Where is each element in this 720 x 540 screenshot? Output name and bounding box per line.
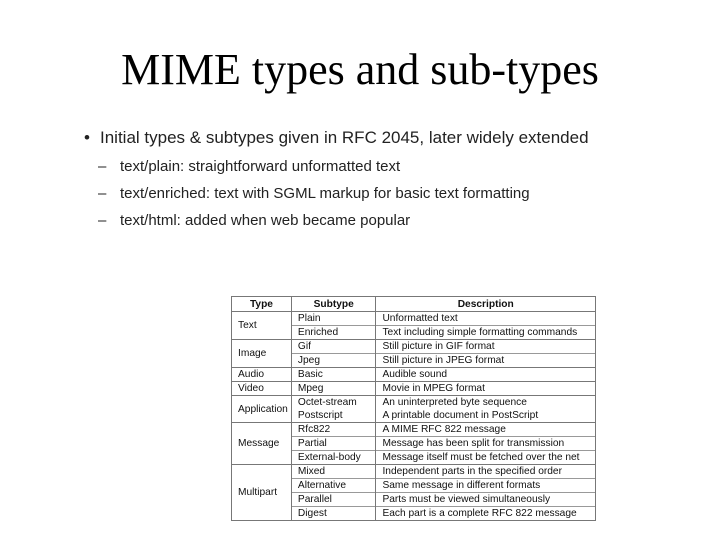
table-row bbox=[232, 312, 596, 326]
description-cell: Each part is a complete RFC 822 message bbox=[376, 507, 596, 521]
subtype-cell: Parallel bbox=[291, 493, 376, 507]
bullet-text: Initial types & subtypes given in RFC 2045, later widely extended bbox=[100, 128, 589, 147]
subbullet: – text/plain: straightforward unformatted text bbox=[98, 158, 401, 175]
subtype-cell: Partial bbox=[291, 437, 376, 451]
type-cell: Message bbox=[232, 423, 292, 465]
table-row bbox=[232, 368, 596, 382]
table-row bbox=[232, 382, 596, 396]
type-cell: Text bbox=[232, 312, 292, 340]
subtype-cell: Octet-stream bbox=[291, 396, 376, 410]
subtype-cell: External-body bbox=[291, 451, 376, 465]
type-cell: Multipart bbox=[232, 465, 292, 521]
subtype-cell: Mpeg bbox=[291, 382, 376, 396]
subtype-cell: Rfc822 bbox=[291, 423, 376, 437]
description-cell: Independent parts in the specified order bbox=[376, 465, 596, 479]
subtype-cell: Enriched bbox=[291, 326, 376, 340]
subtype-cell: Jpeg bbox=[291, 354, 376, 368]
type-cell: Image bbox=[232, 340, 292, 368]
subtype-cell: Digest bbox=[291, 507, 376, 521]
slide-title: MIME types and sub-types bbox=[121, 45, 599, 94]
subbullet: – text/html: added when web became popular bbox=[98, 212, 411, 229]
header-type: Type bbox=[232, 297, 292, 312]
description-cell: Still picture in JPEG format bbox=[376, 354, 596, 368]
subbullet-text: text/html: added when web became popular bbox=[120, 212, 411, 229]
description-cell: Text including simple formatting commands bbox=[376, 326, 596, 340]
subtype-cell: Alternative bbox=[291, 479, 376, 493]
type-cell: Application bbox=[232, 396, 292, 423]
description-cell: Unformatted text bbox=[376, 312, 596, 326]
description-cell: Audible sound bbox=[376, 368, 596, 382]
description-cell: Movie in MPEG format bbox=[376, 382, 596, 396]
description-cell: Still picture in GIF format bbox=[376, 340, 596, 354]
mime-types-table bbox=[231, 296, 596, 521]
description-cell: Message itself must be fetched over the net bbox=[376, 451, 596, 465]
table-row bbox=[232, 340, 596, 354]
subbullet-text: text/enriched: text with SGML markup for basic text formatting bbox=[120, 185, 530, 202]
description-cell: A printable document in PostScript bbox=[376, 409, 596, 423]
header-subtype: Subtype bbox=[291, 297, 376, 312]
table-row bbox=[232, 396, 596, 410]
description-cell: A MIME RFC 822 message bbox=[376, 423, 596, 437]
type-cell: Video bbox=[232, 382, 292, 396]
description-cell: Parts must be viewed simultaneously bbox=[376, 493, 596, 507]
bullet-dot: • bbox=[84, 128, 90, 147]
table-row bbox=[232, 423, 596, 437]
subtype-cell: Gif bbox=[291, 340, 376, 354]
description-cell: Message has been split for transmission bbox=[376, 437, 596, 451]
subtype-cell: Plain bbox=[291, 312, 376, 326]
subbullet-text: text/plain: straightforward unformatted text bbox=[120, 158, 401, 175]
description-cell: Same message in different formats bbox=[376, 479, 596, 493]
header-description: Description bbox=[376, 297, 596, 312]
subtype-cell: Postscript bbox=[291, 409, 376, 423]
type-cell: Audio bbox=[232, 368, 292, 382]
subtype-cell: Mixed bbox=[291, 465, 376, 479]
description-cell: An uninterpreted byte sequence bbox=[376, 396, 596, 410]
table-header-row bbox=[232, 297, 596, 312]
table-row bbox=[232, 465, 596, 479]
subbullet: – text/enriched: text with SGML markup for basic text formatting bbox=[98, 185, 530, 202]
subtype-cell: Basic bbox=[291, 368, 376, 382]
